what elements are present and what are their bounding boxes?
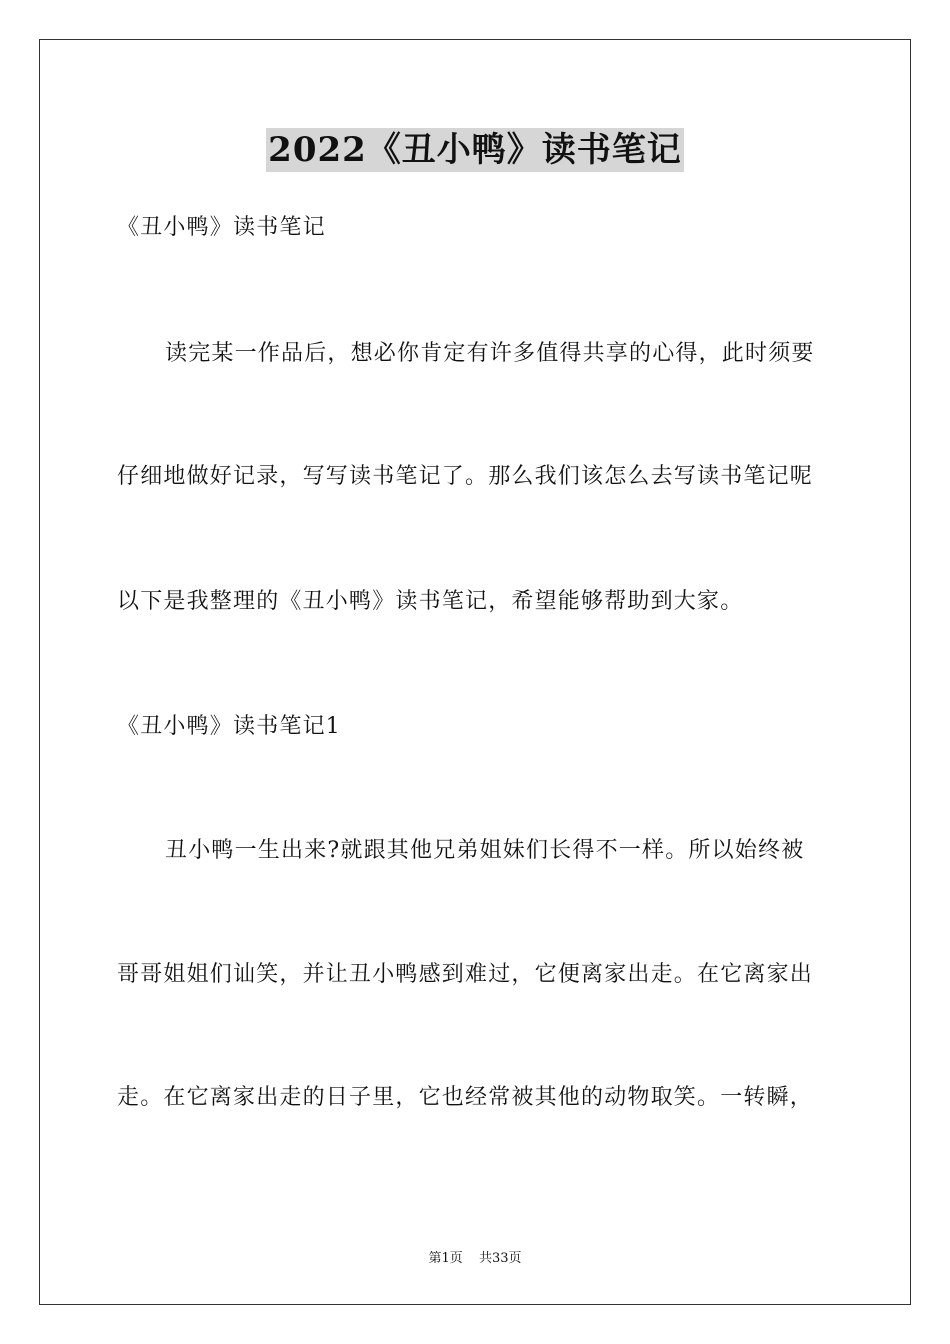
section-heading: 《丑小鸭》读书笔记1 [117, 714, 341, 739]
paragraph-line: 走。在它离家出走的日子里，它也经常被其他的动物取笑。一转瞬， [117, 1085, 814, 1110]
document-title: 2022《丑小鸭》读书笔记 [268, 130, 682, 170]
paragraph-line: 哥哥姐姐们讪笑，并让丑小鸭感到难过，它便离家出走。在它离家出 [117, 962, 814, 987]
paragraph-line: 读完某一作品后，想必你肯定有许多值得共享的心得，此时须要 [165, 341, 815, 366]
subtitle-line: 《丑小鸭》读书笔记 [117, 215, 326, 240]
paragraph-line: 仔细地做好记录，写写读书笔记了。那么我们该怎么去写读书笔记呢 [117, 464, 814, 489]
paragraph-line: 丑小鸭一生出来?就跟其他兄弟姐妹们长得不一样。所以始终被 [165, 838, 805, 863]
page-number: 第1页 [428, 1251, 463, 1266]
page-total: 共33页 [478, 1251, 522, 1266]
paragraph-line: 以下是我整理的《丑小鸭》读书笔记，希望能够帮助到大家。 [117, 589, 744, 614]
page-footer [0, 1247, 950, 1266]
document-title-wrap [0, 122, 950, 171]
